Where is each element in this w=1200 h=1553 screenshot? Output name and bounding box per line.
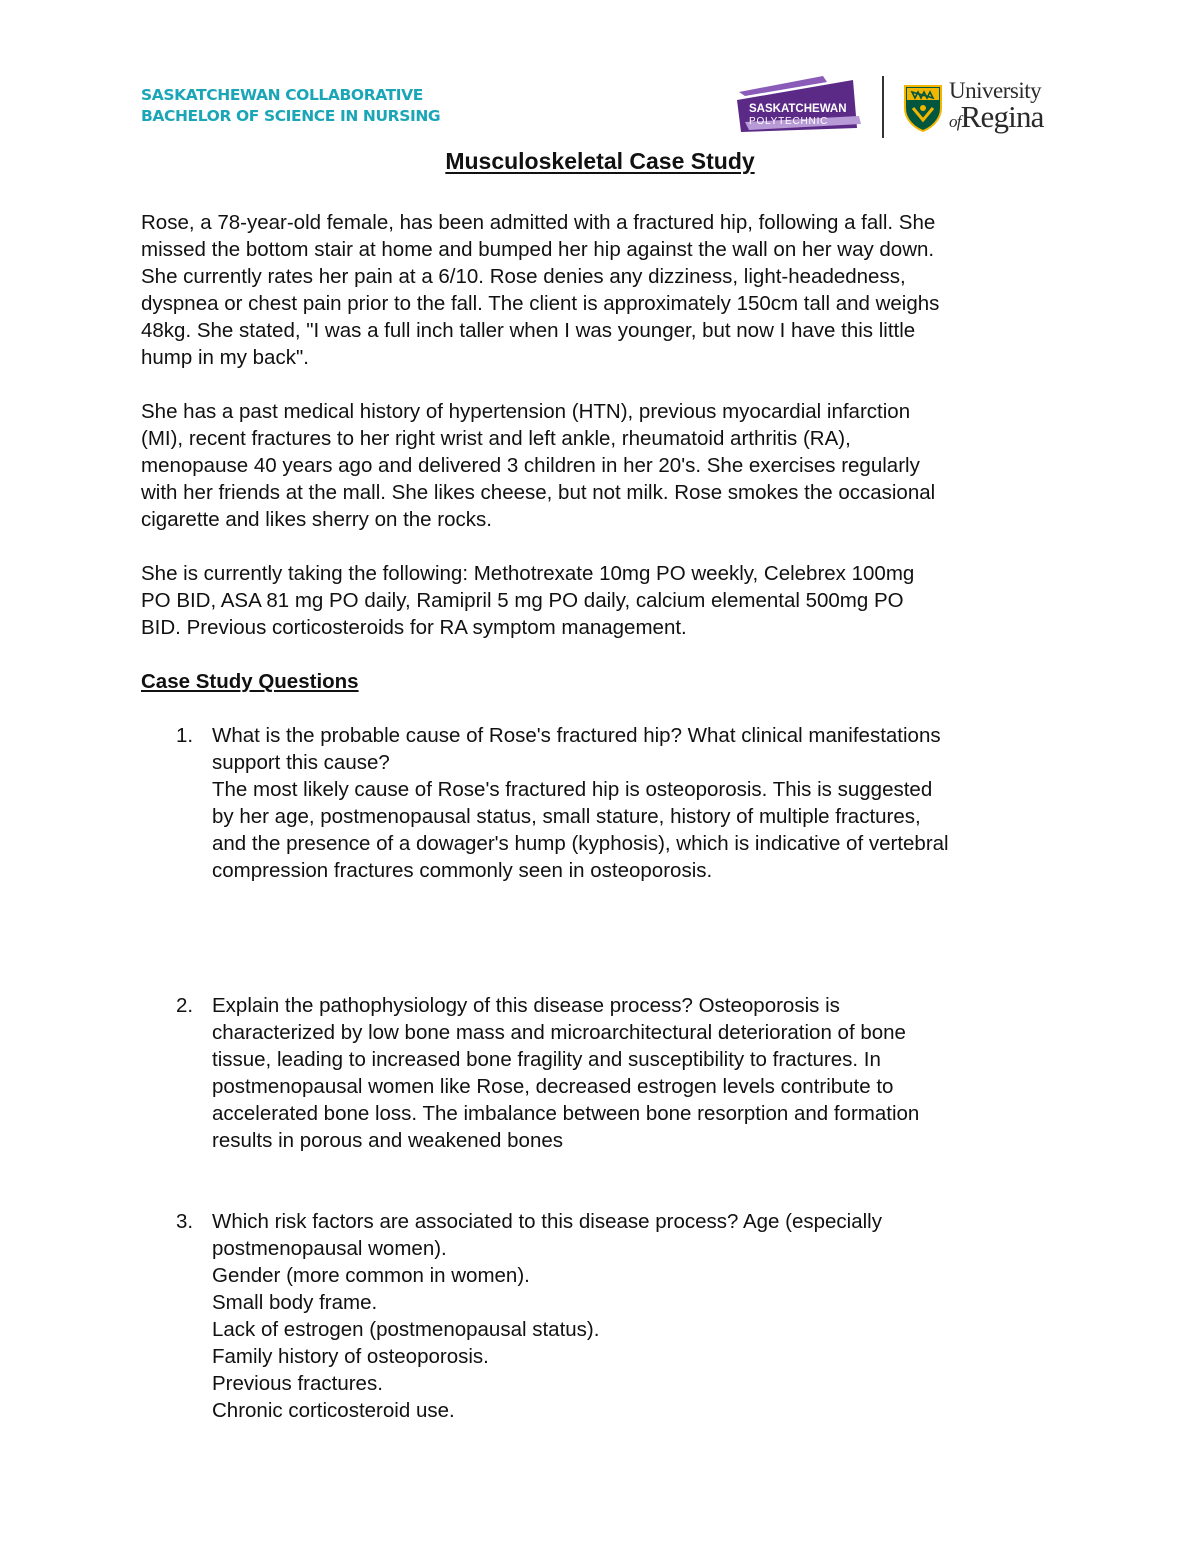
university-of-regina-logo <box>903 80 1063 136</box>
paragraph-line: She is currently taking the following: Methotrexate 10mg PO weekly, Celebrex 100mg <box>141 562 915 585</box>
question-line: support this cause? <box>212 751 390 774</box>
header-logos <box>735 70 1065 142</box>
paragraph-line: BID. Previous corticosteroids for RA symptom management. <box>141 616 687 639</box>
saskatchewan-polytechnic-logo <box>735 72 865 138</box>
question-number: 3. <box>176 1210 194 1233</box>
paragraph-line: Rose, a 78-year-old female, has been admitted with a fractured hip, following a fall. She <box>141 211 936 234</box>
paragraph-line: PO BID, ASA 81 mg PO daily, Ramipril 5 mg PO daily, calcium elemental 500mg PO <box>141 589 904 612</box>
answer-line: Lack of estrogen (postmenopausal status). <box>212 1318 600 1341</box>
answer-line: compression fractures commonly seen in osteoporosis. <box>212 859 713 882</box>
document-body <box>141 209 1081 1424</box>
answer-line: accelerated bone loss. The imbalance between bone resorption and formation <box>212 1102 920 1125</box>
question-line: Which risk factors are associated to this disease process? Age (especially <box>212 1210 882 1233</box>
answer-line: The most likely cause of Rose's fractured hip is osteoporosis. This is suggested <box>212 778 933 801</box>
paragraph-line: She has a past medical history of hypertension (HTN), previous myocardial infarction <box>141 400 911 423</box>
question-3 <box>141 1208 1081 1424</box>
answer-line: characterized by low bone mass and microarchitectural deterioration of bone <box>212 1021 906 1044</box>
answer-line: Family history of osteoporosis. <box>212 1345 489 1368</box>
program-name-line2: BACHELOR OF SCIENCE IN NURSING <box>141 107 441 125</box>
answer-line: Gender (more common in women). <box>212 1264 530 1287</box>
answer-line: Chronic corticosteroid use. <box>212 1399 455 1422</box>
uregina-word-regina: Regina <box>960 99 1044 134</box>
case-paragraph-2 <box>141 398 1081 533</box>
paragraph-line: missed the bottom stair at home and bumped her hip against the wall on her way down. <box>141 238 935 261</box>
answer-line: Previous fractures. <box>212 1372 383 1395</box>
program-name-line1: SASKATCHEWAN COLLABORATIVE <box>141 86 423 104</box>
poly-logo-text-2: POLYTECHNIC <box>749 116 829 127</box>
page-title: Musculoskeletal Case Study <box>445 148 755 174</box>
answer-line: by her age, postmenopausal status, small stature, history of multiple fractures, <box>212 805 921 828</box>
program-name <box>141 85 440 127</box>
question-number: 2. <box>176 994 194 1017</box>
answer-line: postmenopausal women). <box>212 1237 447 1260</box>
question-2 <box>141 992 1081 1154</box>
case-paragraph-1 <box>141 209 1081 371</box>
question-1 <box>141 722 1081 884</box>
uregina-wordmark <box>949 80 1044 137</box>
paragraph-line: cigarette and likes sherry on the rocks. <box>141 508 492 531</box>
logo-divider <box>882 76 884 138</box>
paragraph-line: (MI), recent fractures to her right wrist and left ankle, rheumatoid arthritis (RA), <box>141 427 851 450</box>
case-paragraph-3 <box>141 560 1081 641</box>
paragraph-line: dyspnea or chest pain prior to the fall. The client is approximately 150cm tall and weighs <box>141 292 940 315</box>
paragraph-line: She currently rates her pain at a 6/10. Rose denies any dizziness, light-headedness, <box>141 265 906 288</box>
answer-line: tissue, leading to increased bone fragility and susceptibility to fractures. In <box>212 1048 881 1071</box>
uregina-word-of: of <box>949 112 961 131</box>
question-number: 1. <box>176 724 194 747</box>
questions-heading: Case Study Questions <box>141 670 359 693</box>
answer-line: results in porous and weakened bones <box>212 1129 564 1152</box>
uregina-word-university: University <box>949 78 1042 103</box>
answer-line: and the presence of a dowager's hump (kyphosis), which is indicative of vertebral <box>212 832 949 855</box>
answer-line: postmenopausal women like Rose, decreased estrogen levels contribute to <box>212 1075 894 1098</box>
paragraph-line: 48kg. She stated, "I was a full inch taller when I was younger, but now I have this little <box>141 319 916 342</box>
question-line: Explain the pathophysiology of this disease process? Osteoporosis is <box>212 994 840 1017</box>
paragraph-line: menopause 40 years ago and delivered 3 children in her 20's. She exercises regularly <box>141 454 920 477</box>
answer-line: Small body frame. <box>212 1291 378 1314</box>
paragraph-line: hump in my back". <box>141 346 309 369</box>
paragraph-line: with her friends at the mall. She likes cheese, but not milk. Rose smokes the occasional <box>141 481 936 504</box>
poly-logo-text-1: SASKATCHEWAN <box>749 103 847 115</box>
uregina-crest-icon <box>903 84 943 132</box>
question-line: What is the probable cause of Rose's fractured hip? What clinical manifestations <box>212 724 941 747</box>
